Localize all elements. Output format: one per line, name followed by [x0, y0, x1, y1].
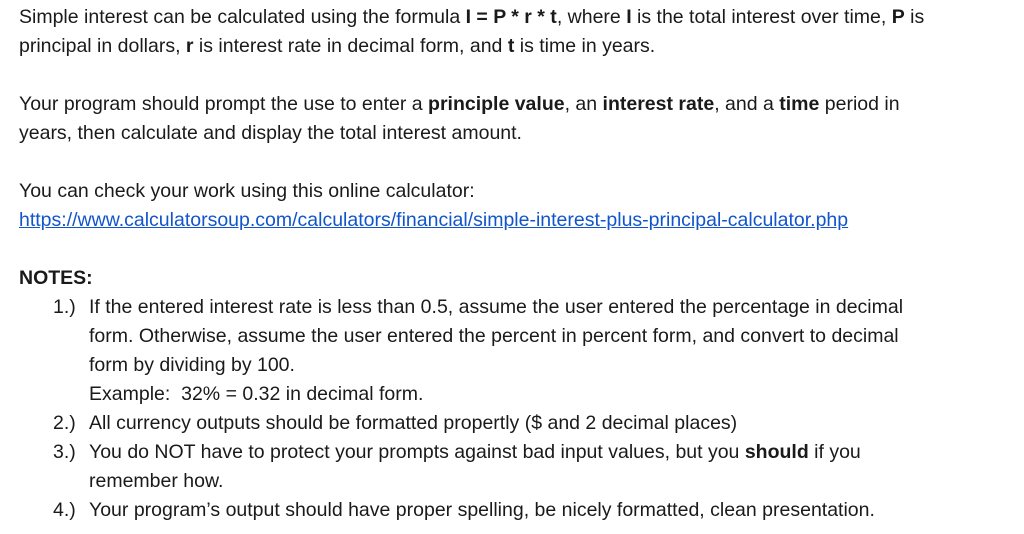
- note-3-text-1: You do NOT have to protect your prompts against bad input values, but you: [89, 441, 745, 463]
- calculator-text: You can check your work using this online calculator:: [19, 180, 475, 202]
- note-item-4: [19, 496, 1019, 525]
- formula: I = P * r * t: [465, 6, 557, 28]
- note-1-line-3: form by dividing by 100.: [89, 354, 295, 376]
- var-i: I: [626, 6, 632, 28]
- note-number: 2.): [53, 412, 76, 434]
- note-3-bold: should: [744, 441, 809, 463]
- prompt-paragraph: [19, 90, 1019, 148]
- note-1-line-2: form. Otherwise, assume the user entered the percent in percent form, and convert to decimal: [89, 325, 899, 347]
- prompt-text-5: years, then calculate and display the total interest amount.: [19, 122, 522, 144]
- prompt-bold-time: time: [779, 93, 820, 115]
- var-t: t: [507, 35, 515, 57]
- intro-text-2: , where: [556, 6, 627, 28]
- intro-text-4: is: [904, 6, 925, 28]
- note-3-text-3: remember how.: [89, 470, 224, 492]
- notes-list: [19, 293, 1019, 525]
- intro-text-7: is time in years.: [514, 35, 656, 57]
- note-number: 3.): [53, 441, 76, 463]
- calculator-link[interactable]: https://www.calculatorsoup.com/calculators/financial/simple-interest-plus-principal-calculator.php: [19, 209, 849, 231]
- intro-paragraph: [19, 3, 1019, 61]
- prompt-text-1: Your program should prompt the use to enter a: [19, 93, 429, 115]
- var-p: P: [891, 6, 905, 28]
- note-item-2: [19, 409, 1019, 438]
- var-r: r: [185, 35, 194, 57]
- note-2-text: All currency outputs should be formatted propertly ($ and 2 decimal places): [89, 412, 738, 434]
- document-body: [19, 3, 1019, 525]
- prompt-text-2: , an: [564, 93, 603, 115]
- note-item-3: [19, 438, 1019, 496]
- intro-text-6: is interest rate in decimal form, and: [193, 35, 508, 57]
- prompt-text-4: period in: [819, 93, 900, 115]
- note-number: 4.): [53, 499, 76, 521]
- prompt-bold-rate: interest rate: [602, 93, 715, 115]
- note-1-example: Example: 32% = 0.32 in decimal form.: [89, 383, 424, 405]
- intro-text-1: Simple interest can be calculated using the formula: [19, 6, 466, 28]
- note-4-text: Your program’s output should have proper spelling, be nicely formatted, clean presentation.: [89, 499, 875, 521]
- intro-text-3: is the total interest over time,: [631, 6, 892, 28]
- prompt-bold-principle: principle value: [428, 93, 565, 115]
- calculator-paragraph: [19, 177, 1019, 235]
- note-1-line-1: If the entered interest rate is less than 0.5, assume the user entered the percentage in decimal: [89, 296, 904, 318]
- notes-heading: NOTES:: [19, 267, 93, 289]
- note-item-1: [19, 293, 1019, 409]
- prompt-text-3: , and a: [714, 93, 780, 115]
- note-number: 1.): [53, 296, 76, 318]
- intro-text-5: principal in dollars,: [19, 35, 186, 57]
- note-3-text-2: if you: [808, 441, 861, 463]
